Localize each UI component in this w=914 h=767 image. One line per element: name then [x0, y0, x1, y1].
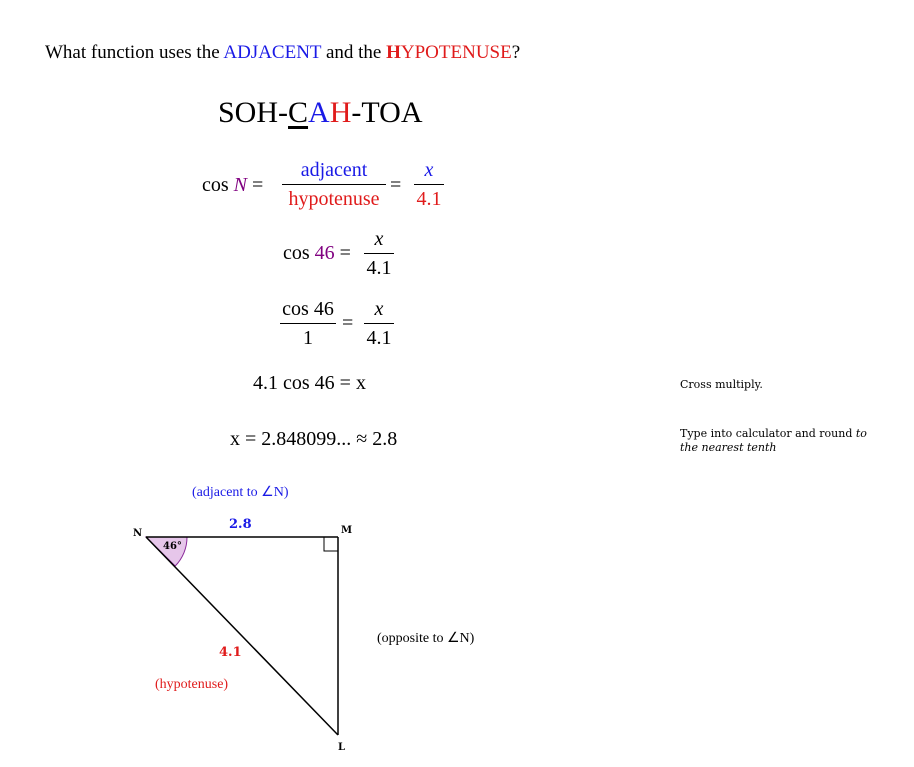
eq1-numerator-2: x [424, 159, 434, 181]
vertex-n-label: N [133, 528, 143, 539]
eq2-numerator: x [374, 228, 384, 250]
mnemonic-a: A [308, 96, 330, 129]
eq1-equals-2: = [390, 174, 402, 196]
eq4-cross-multiplied: 4.1 cos 46 = x [253, 372, 366, 394]
hypotenuse-value: 4.1 [219, 645, 242, 660]
vertex-m-label: M [341, 525, 353, 536]
angle-value: 46° [163, 541, 182, 552]
eq3-numerator-2: x [374, 298, 384, 320]
adjacent-word: ADJACENT [223, 42, 322, 63]
adjacent-label: (adjacent to ∠N) [192, 485, 289, 500]
eq5-result: x = 2.848099... ≈ 2.8 [230, 428, 398, 450]
eq2-angle: 46 [314, 242, 335, 264]
mnemonic-h: H [329, 96, 352, 129]
question-middle: and the [321, 42, 387, 63]
eq1-denominator: hypotenuse [288, 188, 380, 210]
opposite-label: (opposite to ∠N) [377, 631, 475, 646]
right-angle-marker [324, 537, 338, 551]
eq1-denominator-2: 4.1 [416, 188, 442, 210]
eq3-numerator: cos 46 [282, 298, 334, 320]
eq3-equals: = [342, 312, 354, 334]
mnemonic-soh: SOH- [218, 96, 289, 129]
note-calculator-italic: to the nearest tenth [680, 427, 867, 454]
hypotenuse-rest: YPOTENUSE [400, 42, 512, 63]
eq3-denominator: 1 [303, 327, 313, 349]
side-nl [146, 537, 338, 735]
note-calculator-prefix: Type into calculator and round [680, 427, 856, 440]
vertex-l-label: L [338, 742, 346, 753]
question-suffix: ? [511, 42, 521, 63]
adjacent-value: 2.8 [229, 517, 252, 532]
hypotenuse-label: (hypotenuse) [155, 677, 229, 692]
hypotenuse-first-letter: H [386, 42, 401, 63]
eq2-equals: = [339, 242, 351, 264]
eq2-denominator: 4.1 [366, 257, 392, 279]
eq3-denominator-2: 4.1 [366, 327, 392, 349]
eq1-numerator: adjacent [300, 159, 368, 181]
mnemonic-c: C [288, 96, 309, 129]
eq1-angle: N [233, 174, 248, 196]
question-prefix: What function uses the [45, 42, 224, 63]
eq2-cos: cos [283, 242, 310, 264]
eq1-equals: = [252, 174, 264, 196]
note-cross-multiply: Cross multiply. [680, 378, 763, 391]
mnemonic-toa: -TOA [351, 96, 423, 129]
eq1-cos: cos [202, 174, 229, 196]
